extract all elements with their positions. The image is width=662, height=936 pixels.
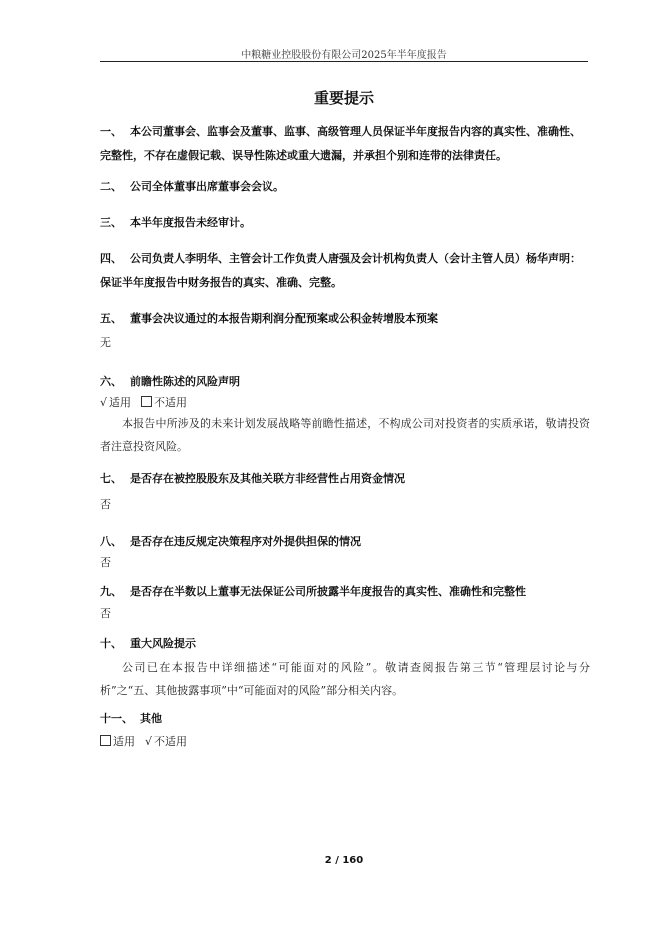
section-5-answer: 无 <box>100 336 111 349</box>
section-11 <box>100 707 590 731</box>
section-text: 公司全体董事出席董事会会议。 <box>130 180 284 193</box>
section-text: 本公司董事会、监事会及董事、监事、高级管理人员保证半年度报告内容的真实性、准确性、完整性，不存在虚假记载、误导性陈述或重大遗漏，并承担个别和连带的法律责任。 <box>100 125 581 162</box>
section-number: 一、 <box>100 125 122 138</box>
section-text: 本半年度报告未经审计。 <box>130 216 251 229</box>
section-11-options <box>100 731 590 753</box>
section-text: 是否存在违反规定决策程序对外提供担保的情况 <box>130 535 361 548</box>
section-number: 七、 <box>100 472 122 485</box>
section-10 <box>100 632 590 656</box>
section-6-options <box>100 392 590 414</box>
section-text: 其他 <box>140 712 162 725</box>
section-text: 公司负责人李明华、主管会计工作负责人唐强及会计机构负责人（会计主管人员）杨华声明：保证半年度报告中财务报告的真实、准确、完整。 <box>100 252 581 289</box>
section-3 <box>100 211 590 235</box>
page-title: 重要提示 <box>313 89 374 107</box>
section-4 <box>100 247 590 295</box>
section-9-answer: 否 <box>100 607 111 620</box>
empty-checkbox-icon <box>100 735 111 746</box>
section-number: 十一、 <box>100 712 133 725</box>
section-number: 三、 <box>100 216 122 229</box>
option-applicable: 适用 <box>113 735 135 748</box>
section-text: 董事会决议通过的本报告期利润分配预案或公积金转增股本预案 <box>130 312 438 325</box>
section-number: 十、 <box>100 637 122 650</box>
empty-checkbox-icon <box>141 396 152 407</box>
section-2 <box>100 175 590 199</box>
section-text: 重大风险提示 <box>130 637 196 650</box>
page-header: 中粮糖业控股股份有限公司2025年半年度报告 <box>241 50 447 61</box>
section-number: 六、 <box>100 375 122 388</box>
section-10-paragraph: 公司已在本报告中详细描述“可能面对的风险”。敬请查阅报告第三节“管理层讨论与分析”之“五、其他披露事项”中“可能面对的风险”部分相关内容。 <box>100 661 590 697</box>
page-number: 2 / 160 <box>324 855 364 866</box>
section-8 <box>100 530 590 554</box>
section-number: 九、 <box>100 585 122 598</box>
option-applicable: 适用 <box>109 396 132 409</box>
section-text: 前瞻性陈述的风险声明 <box>130 375 240 388</box>
section-6-paragraph: 本报告中所涉及的未来计划发展战略等前瞻性描述，不构成公司对投资者的实质承诺，敬请投资者注意投资风险。 <box>100 417 590 453</box>
section-text: 是否存在被控股股东及其他关联方非经营性占用资金情况 <box>130 472 405 485</box>
section-9 <box>100 580 590 604</box>
section-8-answer: 否 <box>100 556 111 569</box>
section-number: 二、 <box>100 180 122 193</box>
check-mark-icon: √ <box>100 396 108 409</box>
section-7 <box>100 467 590 491</box>
section-1 <box>100 120 590 168</box>
section-number: 五、 <box>100 312 122 325</box>
section-5 <box>100 307 590 331</box>
option-not-applicable: 不适用 <box>154 396 188 409</box>
section-number: 四、 <box>100 252 122 265</box>
section-7-answer: 否 <box>100 498 111 511</box>
header-divider <box>100 61 588 62</box>
section-6 <box>100 370 590 394</box>
section-number: 八、 <box>100 535 122 548</box>
section-text: 是否存在半数以上董事无法保证公司所披露半年度报告的真实性、准确性和完整性 <box>130 585 526 598</box>
check-mark-icon: √ <box>145 735 153 748</box>
option-not-applicable: 不适用 <box>154 735 188 748</box>
